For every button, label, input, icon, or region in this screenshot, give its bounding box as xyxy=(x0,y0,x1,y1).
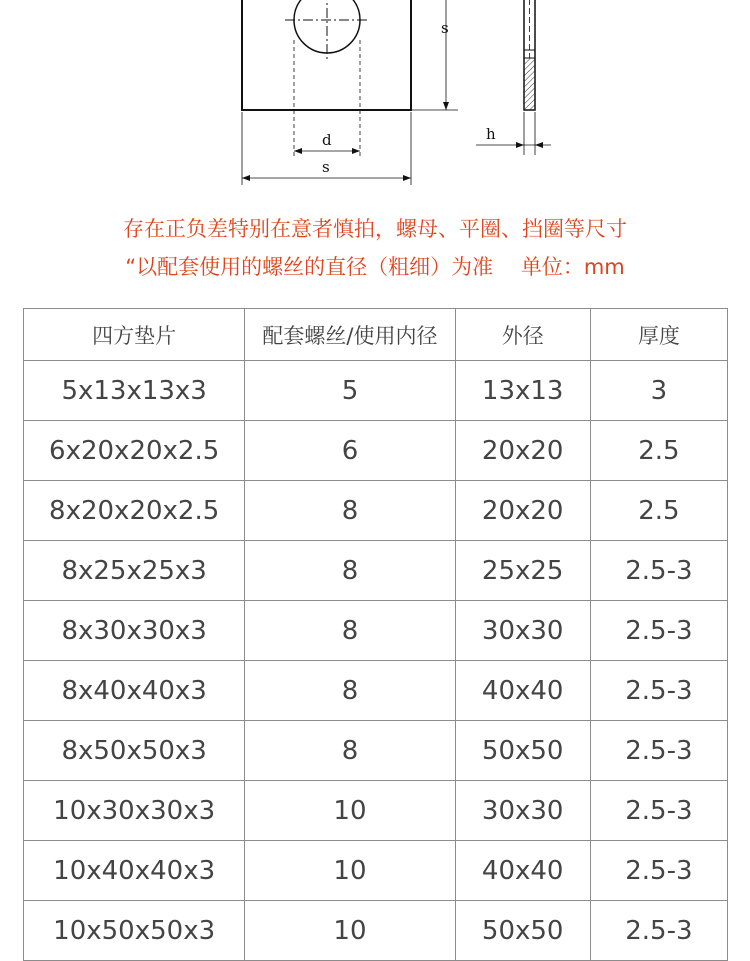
cell-washer: 8x30x30x3 xyxy=(24,601,245,661)
cell-washer: 10x50x50x3 xyxy=(24,901,245,961)
table-row xyxy=(24,901,728,961)
header-outer-size: 外径 xyxy=(455,309,590,361)
table-row xyxy=(24,601,728,661)
cell-thickness: 2.5-3 xyxy=(590,601,727,661)
header-inner-diameter: 配套螺丝/使用内径 xyxy=(245,309,455,361)
cell-washer: 5x13x13x3 xyxy=(24,361,245,421)
cell-washer: 8x50x50x3 xyxy=(24,721,245,781)
cell-outer-size: 25x25 xyxy=(455,541,590,601)
table-row xyxy=(24,781,728,841)
cell-outer-size: 13x13 xyxy=(455,361,590,421)
table-row xyxy=(24,481,728,541)
table-row xyxy=(24,421,728,481)
cell-outer-size: 30x30 xyxy=(455,601,590,661)
cell-inner-diameter: 5 xyxy=(245,361,455,421)
front-view xyxy=(242,0,458,185)
cell-inner-diameter: 8 xyxy=(245,481,455,541)
table-row xyxy=(24,721,728,781)
notes xyxy=(0,210,750,286)
cell-inner-diameter: 8 xyxy=(245,721,455,781)
section-hatch xyxy=(524,58,535,110)
cell-outer-size: 30x30 xyxy=(455,781,590,841)
cell-washer: 8x25x25x3 xyxy=(24,541,245,601)
cell-thickness: 2.5-3 xyxy=(590,781,727,841)
cell-washer: 10x40x40x3 xyxy=(24,841,245,901)
cell-inner-diameter: 10 xyxy=(245,901,455,961)
cell-washer: 10x30x30x3 xyxy=(24,781,245,841)
s-bottom-label: s xyxy=(322,158,330,176)
cell-inner-diameter: 8 xyxy=(245,601,455,661)
cell-inner-diameter: 10 xyxy=(245,781,455,841)
cell-inner-diameter: 6 xyxy=(245,421,455,481)
cell-outer-size: 40x40 xyxy=(455,841,590,901)
cell-thickness: 2.5-3 xyxy=(590,901,727,961)
cell-outer-size: 40x40 xyxy=(455,661,590,721)
cell-washer: 8x40x40x3 xyxy=(24,661,245,721)
d-label: d xyxy=(322,131,332,149)
spec-table xyxy=(23,308,728,961)
cell-inner-diameter: 10 xyxy=(245,841,455,901)
table-row xyxy=(24,541,728,601)
cell-washer: 6x20x20x2.5 xyxy=(24,421,245,481)
cell-thickness: 2.5 xyxy=(590,421,727,481)
cell-thickness: 2.5-3 xyxy=(590,841,727,901)
note-line-1: 存在正负差特别在意者慎拍，螺母、平圈、挡圈等尺寸 xyxy=(123,217,627,241)
cell-outer-size: 20x20 xyxy=(455,481,590,541)
h-label: h xyxy=(486,125,496,143)
cell-washer: 8x20x20x2.5 xyxy=(24,481,245,541)
table-row xyxy=(24,361,728,421)
header-thickness: 厚度 xyxy=(590,309,727,361)
cell-thickness: 2.5-3 xyxy=(590,541,727,601)
cell-thickness: 2.5 xyxy=(590,481,727,541)
cell-thickness: 3 xyxy=(590,361,727,421)
cell-outer-size: 20x20 xyxy=(455,421,590,481)
s-side-label: s xyxy=(441,19,449,37)
cell-thickness: 2.5-3 xyxy=(590,661,727,721)
table-row xyxy=(24,661,728,721)
cell-outer-size: 50x50 xyxy=(455,901,590,961)
cell-thickness: 2.5-3 xyxy=(590,721,727,781)
cell-inner-diameter: 8 xyxy=(245,661,455,721)
table-row xyxy=(24,841,728,901)
cell-inner-diameter: 8 xyxy=(245,541,455,601)
note-line-2: “以配套使用的螺丝的直径（粗细）为准 单位：mm xyxy=(125,255,625,279)
square-washer-drawing xyxy=(0,0,750,200)
table-header-row xyxy=(24,309,728,361)
cell-outer-size: 50x50 xyxy=(455,721,590,781)
header-washer: 四方垫片 xyxy=(24,309,245,361)
